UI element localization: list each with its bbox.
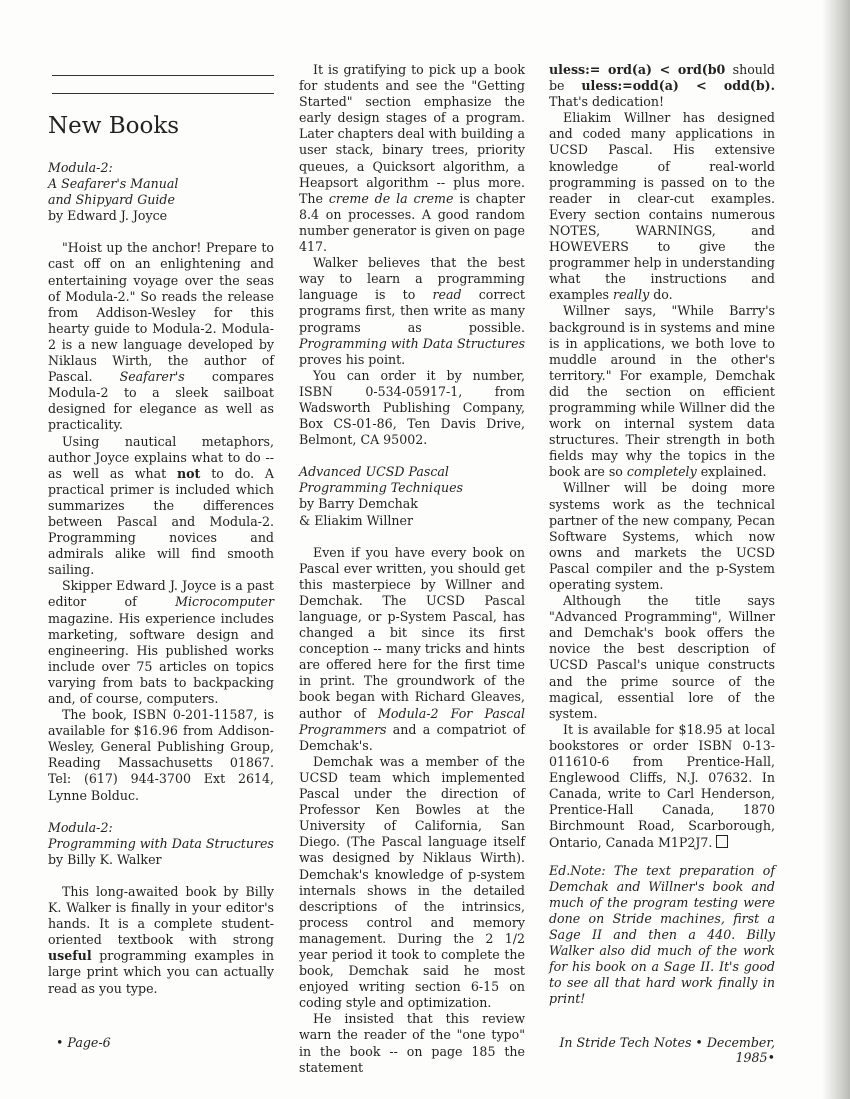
end-mark-icon xyxy=(716,835,728,848)
footer-publication: In Stride Tech Notes • December, 1985• xyxy=(559,1035,775,1065)
book3-paragraph-4: Eliakim Willner has designed and coded many applications in UCSD Pascal. His extensive knowledge of real-world programming is passed on to the reader in clear-cut examples. Every section contains numerous NOTES, WARNINGS, and HOWEVERS to give the programmer help in understanding what the instructions and examples really do. xyxy=(549,110,775,303)
book2-header xyxy=(48,820,274,868)
book1-paragraph-2: Using nautical metaphors, author Joyce explains what to do -- as well as what not to do. A practical primer is included which summarizes the differences between Pascal and Modula-2. Programming novices and admirals alike will find smooth sailing. xyxy=(48,433,274,578)
book3-paragraph-8: It is available for $18.95 at local bookstores or order ISBN 0-13-011610-6 from Prentice-Hall, Englewood Cliffs, N.J. 07632. In Canada, write to Carl Henderson, Prentice-Hall Canada, 1870 Birchmount Road, Scarborough, Ontario, Canada M1P2J7. xyxy=(549,721,775,850)
book1-title-line1: Modula-2: xyxy=(48,160,113,175)
section-heading: New Books xyxy=(48,113,180,139)
book1-paragraph-1: "Hoist up the anchor! Prepare to cast off on an enlightening and entertaining voyage over the seas of Modula-2." So reads the release from Addison-Wesley for this hearty guide to Modula-2. Modula-2 is a new language developed by Niklaus Wirth, the author of Pascal. Seafarer's compares Modula-2 to a sleek sailboat designed for elegance as well as practicality. xyxy=(48,240,274,433)
editor-note: Ed.Note: The text preparation of Demchak and Willner's book and much of the program testing were done on Stride machines, first a Sage II and then a 440. Billy Walker also did much of the work for his book on a Sage II. It's good to see all that hard work finally in print! xyxy=(549,862,775,1007)
book2-title-line2: Programming with Data Structures xyxy=(48,835,274,851)
book3-paragraph-3b: uless:= ord(a) < ord(b0 should be uless:=odd(a) < odd(b). That's dedication! xyxy=(549,62,775,110)
book3-paragraph-6: Willner will be doing more systems work as the technical partner of the new company, Pecan Software Systems, which now owns and markets the UCSD Pascal compiler and the p-System operating system. xyxy=(549,480,775,592)
book2-paragraph-3: Walker believes that the best way to learn a programming language is to read correct programs first, then write as many programs as possible. Programming with Data Structures proves his point. xyxy=(299,255,525,367)
book3-title-line1: Advanced UCSD Pascal xyxy=(299,464,449,480)
book2-author: by Billy K. Walker xyxy=(48,851,162,867)
book3-header xyxy=(299,464,525,528)
page-edge-shadow xyxy=(822,0,850,1099)
book1-title-line3: and Shipyard Guide xyxy=(48,192,175,208)
book1-header xyxy=(48,160,274,224)
column-1 xyxy=(48,112,274,997)
column-2 xyxy=(299,62,525,1076)
top-rule-2 xyxy=(52,93,274,94)
book2-paragraph-1: This long-awaited book by Billy K. Walker is finally in your editor's hands. It is a complete student-oriented textbook with strong useful programming examples in large print which you can actually read as you type. xyxy=(48,883,274,996)
book2-paragraph-4: You can order it by number, ISBN 0-534-05917-1, from Wadsworth Publishing Company, Box CS-01-86, Ten Davis Drive, Belmont, CA 95002. xyxy=(299,367,525,448)
footer-page-number: • Page-6 xyxy=(56,1035,111,1050)
book3-paragraph-3a: He insisted that this review warn the reader of the "one typo" in the book -- on page 185 the statement xyxy=(299,1011,525,1075)
book1-paragraph-3: Skipper Edward J. Joyce is a past editor of Microcomputer magazine. His experience includes marketing, software design and engineering. His published works include over 75 articles on topics varying from bats to backpacking and, of course, computers. xyxy=(48,578,274,706)
book3-paragraph-5: Willner says, "While Barry's background is in systems and mine is in applications, we both love to muddle around in the other's territory." For example, Demchak did the section on efficient programming while Willner did the work on internal system data structures. Their strength in both fields may why the topics in the book are so completely explained. xyxy=(549,303,775,480)
book3-paragraph-2: Demchak was a member of the UCSD team which implemented Pascal under the direction of Professor Ken Bowles at the University of California, San Diego. (The Pascal language itself was designed by Niklaus Wirth). Demchak's knowledge of p-system internals shows in the detailed descriptions of the intrinsics, process control and memory management. During the 2 1/2 year period it took to complete the book, Demchak said he most enjoyed writing section 6-15 on coding style and optimization. xyxy=(299,753,525,1011)
book2-paragraph-2: It is gratifying to pick up a book for students and see the "Getting Started" section emphasize the early design stages of a program. Later chapters deal with building a user stack, binary trees, priority queues, a Quicksort algorithm, a Heapsort algorithm -- plus more. The creme de la creme is chapter 8.4 on processes. A good random number generator is given on page 417. xyxy=(299,62,526,255)
book3-author-line1: by Barry Demchak xyxy=(299,496,418,512)
book3-paragraph-7: Although the title says "Advanced Programming", Willner and Demchak's book offers the novice the best description of UCSD Pascal's unique constructs and the prime source of the magical, essential lore of the system. xyxy=(549,593,775,721)
book3-paragraph-1: Even if you have every book on Pascal ever written, you should get this masterpiece by Willner and Demchak. The UCSD Pascal language, or p-System Pascal, has changed a bit since its first conception -- many tricks and hints are offered here for the first time in print. The groundwork of the book began with Richard Gleaves, author of Modula-2 For Pascal Programmers and a compatriot of Demchak's. xyxy=(299,544,525,753)
book3-author-line2: & Eliakim Willner xyxy=(299,512,413,528)
book2-title-line1: Modula-2: xyxy=(48,819,113,835)
column-3 xyxy=(549,62,775,1007)
top-rule-1 xyxy=(52,75,274,76)
book3-title-line2: Programming Techniques xyxy=(299,480,464,496)
book1-author: by Edward J. Joyce xyxy=(48,208,168,224)
book1-title-line2: A Seafarer's Manual xyxy=(48,176,179,192)
book1-paragraph-4: The book, ISBN 0-201-11587, is available for $16.96 from Addison-Wesley, General Publishing Group, Reading Massachusetts 01867. Tel: (617) 944-3700 Ext 2614, Lynne Bolduc. xyxy=(48,707,274,803)
